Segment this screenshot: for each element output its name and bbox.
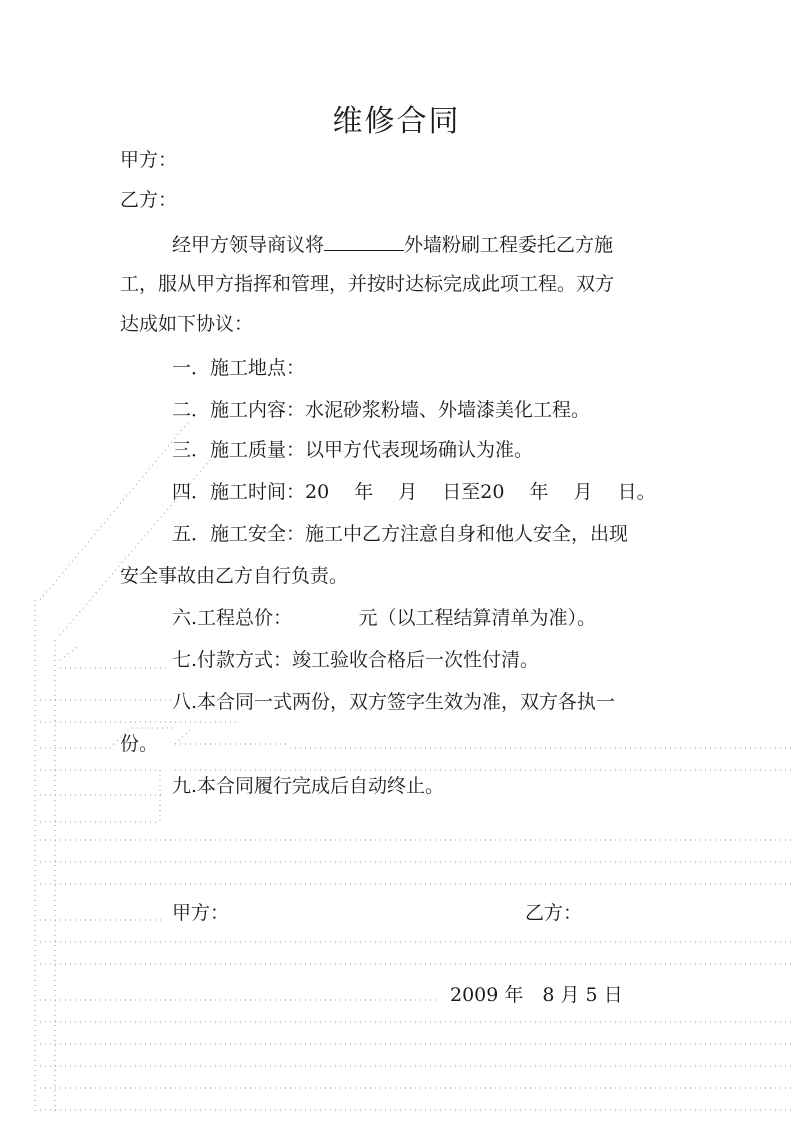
intro-line-3: 达成如下协议： [120,313,254,335]
party-b-label: 乙方： [120,189,178,211]
intro-line-1 [172,232,613,257]
page-title: 维修合同 [332,104,461,139]
clause-9: 九.本合同履行完成后自动终止。 [172,775,445,797]
signature-date: 2009 年 8 月 5 日 [450,984,623,1006]
clause-5-line-2: 安全事故由乙方自行负责。 [120,565,349,587]
clause-2: 二．施工内容：水泥砂浆粉墙、外墙漆美化工程。 [172,399,591,421]
intro-line-1-before: 经甲方领导商议将 [172,234,325,256]
clause-5-line-1: 五．施工安全：施工中乙方注意自身和他人安全，出现 [172,523,629,545]
clause-3: 三．施工质量：以甲方代表现场确认为准。 [172,439,534,461]
clause-8-line-1: 八.本合同一式两份，双方签字生效为准，双方各执一 [172,691,616,713]
signature-party-b: 乙方： [525,902,583,924]
project-name-blank [324,232,404,251]
clause-1: 一．施工地点： [172,357,306,379]
clause-8-line-2: 份。 [120,733,159,755]
clause-7: 七.付款方式：竣工验收合格后一次性付清。 [172,649,540,671]
clause-6: 六.工程总价： 元（以工程结算清单为准）。 [172,607,597,629]
intro-line-1-after: 外墙粉刷工程委托乙方施 [404,234,614,256]
party-a-label: 甲方： [120,149,178,171]
signature-party-a: 甲方： [172,902,230,924]
intro-line-2: 工，服从甲方指挥和管理，并按时达标完成此项工程。双方 [120,273,615,295]
clause-4: 四．施工时间：20 年 月 日至20 年 月 日。 [172,481,656,503]
